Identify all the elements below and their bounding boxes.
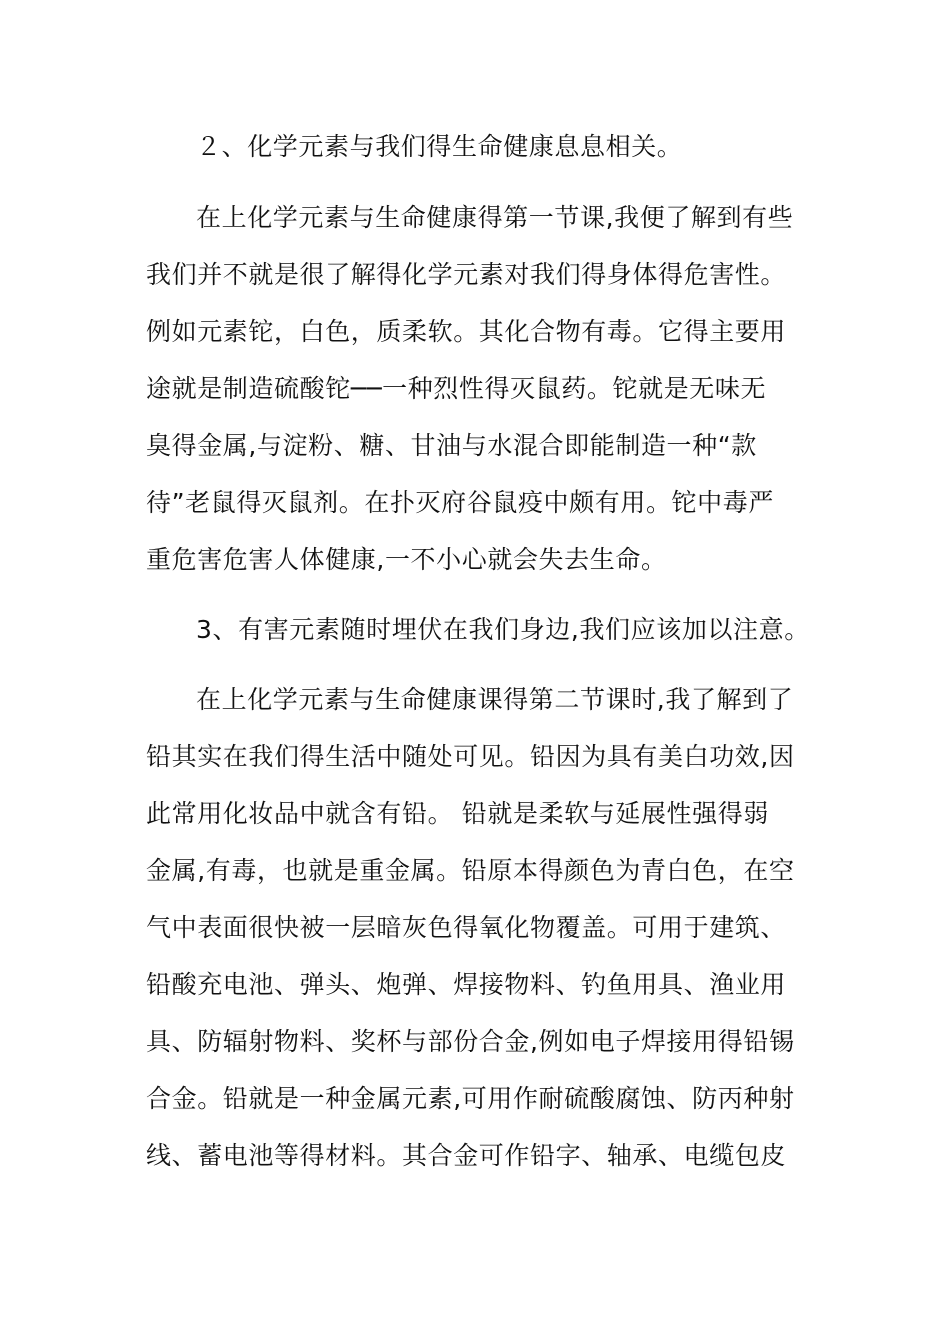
paragraph-2-line-6: 铅酸充电池、弹头、炮弹、焊接物料、钓鱼用具、渔业用 [146,970,787,999]
paragraph-2-line-3: 此常用化妆品中就含有铅。 铅就是柔软与延展性强得弱 [146,799,769,828]
paragraph-1-line-2: 我们并不就是很了解得化学元素对我们得身体得危害性。 [146,260,787,289]
paragraph-2-line-9: 线、蓄电池等得材料。其合金可作铅字、轴承、电缆包皮 [146,1141,787,1170]
paragraph-2-line-7: 具、防辐射物料、奖杯与部份合金,例如电子焊接用得铅锡 [146,1027,795,1056]
paragraph-2-line-1: 在上化学元素与生命健康课得第二节课时,我了解到了 [196,685,794,714]
paragraph-2-line-2: 铅其实在我们得生活中随处可见。铅因为具有美白功效,因 [146,742,795,771]
paragraph-1-line-3: 例如元素铊，白色，质柔软。其化合物有毒。它得主要用 [146,317,787,346]
section-3-heading: 3、有害元素随时埋伏在我们身边,我们应该加以注意。 [196,615,810,644]
paragraph-2-line-8: 合金。铅就是一种金属元素,可用作耐硫酸腐蚀、防丙种射 [146,1084,795,1113]
paragraph-1-line-6: 待”老鼠得灭鼠剂。在扑灭府谷鼠疫中颇有用。铊中毒严 [146,488,774,517]
paragraph-1-line-7: 重危害危害人体健康,一不小心就会失去生命。 [146,545,667,574]
paragraph-1-line-4: 途就是制造硫酸铊──一种烈性得灭鼠药。铊就是无味无 [146,374,767,403]
paragraph-2-line-4: 金属,有毒，也就是重金属。铅原本得颜色为青白色，在空 [146,856,795,885]
paragraph-2-line-5: 气中表面很快被一层暗灰色得氧化物覆盖。可用于建筑、 [146,913,787,942]
paragraph-1-line-1: 在上化学元素与生命健康得第一节课,我便了解到有些 [196,203,794,232]
section-2-heading: ２、化学元素与我们得生命健康息息相关。 [196,132,683,161]
paragraph-1-line-5: 臭得金属,与淀粉、糖、甘油与水混合即能制造一种“款 [146,431,757,460]
